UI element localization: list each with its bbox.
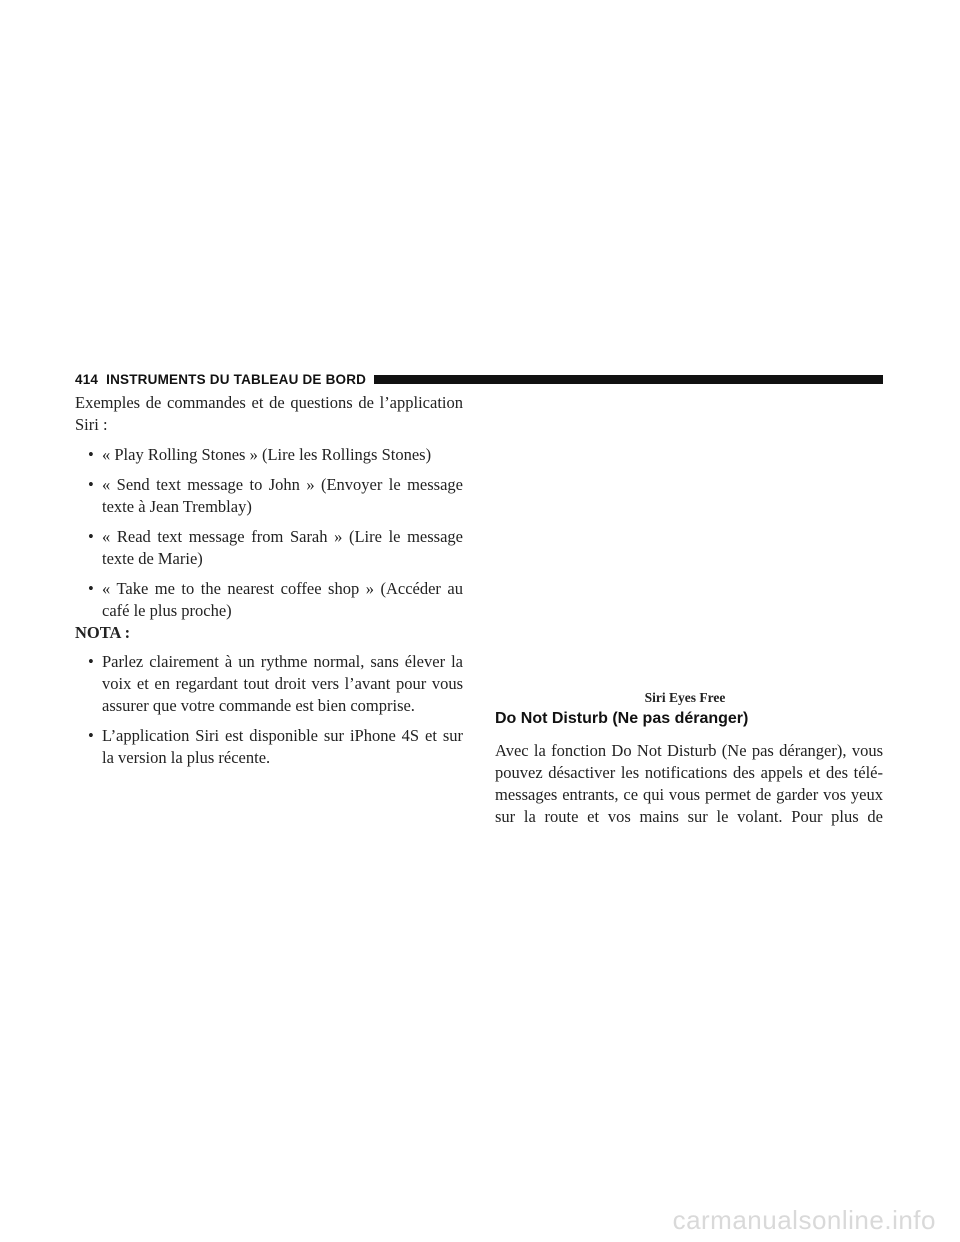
nota-text: Parlez clairement à un rythme normal, sans élever la voix et en regardant tout droit vers l’avant pour vous assurer que votre commande est bien comprise. — [102, 652, 463, 715]
page-number: 414 — [75, 371, 99, 387]
list-item — [75, 725, 463, 769]
example-text: « Play Rolling Stones » (Lire les Rollings Stones) — [102, 445, 432, 464]
header-rule — [374, 375, 883, 384]
list-item — [75, 444, 463, 466]
bullet: • — [88, 726, 94, 745]
left-column — [75, 392, 463, 769]
bullet: • — [88, 445, 94, 464]
list-item — [75, 474, 463, 518]
list-item — [75, 578, 463, 622]
list-item — [75, 526, 463, 570]
bullet: • — [88, 475, 94, 494]
right-column — [495, 690, 883, 828]
nota-list — [75, 651, 463, 769]
bullet: • — [88, 527, 94, 546]
example-text: « Send text message to John » (Envoyer le message texte à Jean Tremblay) — [102, 475, 463, 516]
example-text: « Take me to the nearest coffee shop » (Accéder au café le plus proche) — [102, 579, 463, 620]
body-paragraph: Avec la fonction Do Not Disturb (Ne pas déranger), vous pouvez désactiver les notifications des appels et des télé-messages entrants, ce qui vous permet de garder vos yeux sur la route et vos mains sur le volant. Pour plus de — [495, 741, 883, 826]
figure-caption: Siri Eyes Free — [644, 690, 726, 705]
example-text: « Read text message from Sarah » (Lire le message texte de Marie) — [102, 527, 463, 568]
nota-text: L’application Siri est disponible sur iPhone 4S et sur la version la plus récente. — [102, 726, 463, 767]
list-item — [75, 651, 463, 717]
bullet: • — [88, 579, 94, 598]
section-heading: Do Not Disturb (Ne pas déranger) — [495, 710, 749, 727]
page-header — [75, 369, 883, 389]
examples-list — [75, 444, 463, 622]
bullet: • — [88, 652, 94, 671]
nota-label: NOTA : — [75, 623, 131, 642]
watermark: carmanualsonline.info — [672, 1205, 936, 1235]
intro-paragraph: Exemples de commandes et de questions de l’application Siri : — [75, 393, 463, 434]
chapter-title: INSTRUMENTS DU TABLEAU DE BORD — [106, 371, 367, 387]
